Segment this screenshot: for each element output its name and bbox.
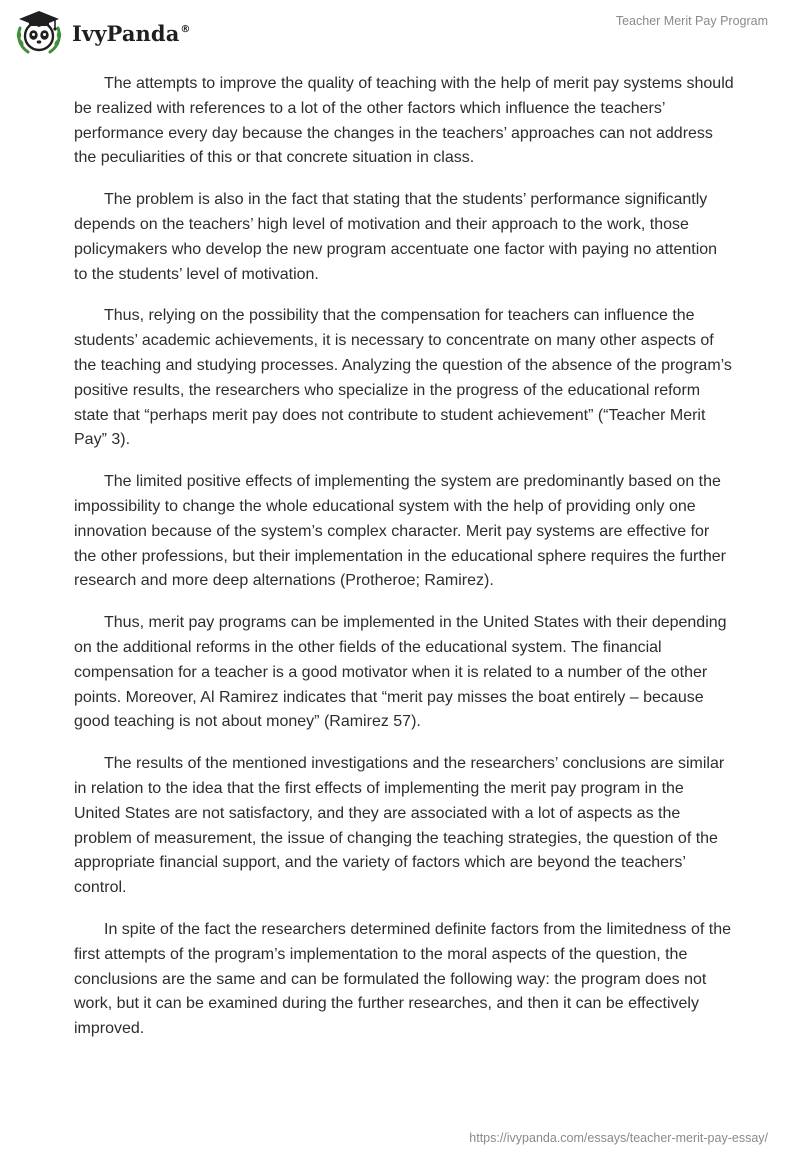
paragraph: In spite of the fact the researchers determined definite factors from the limitedness of the first attempts of the program’s implementation to the moral aspects of the question, the conclusions are the same and can be formulated the following way: the program does not work, but it can be examined during the further researches, and then it can be effectively improved. [74, 920, 731, 1038]
essay-body [74, 72, 734, 1059]
paragraph: The problem is also in the fact that stating that the students’ performance significantly depends on the teachers’ high level of motivation and their approach to the work, those policymakers who develop the new program accentuate one factor with paying no attention to the students’ level of motivation. [74, 191, 718, 283]
document-title: Teacher Merit Pay Program [615, 14, 768, 28]
brand-logo[interactable] [14, 8, 191, 56]
paragraph: The limited positive effects of implementing the system are predominantly based on the impossibility to change the whole educational system with the help of providing only one innovation because of the system’s complex character. Merit pay systems are effective for the other professions, but their implementation in the educational sphere requires the further research and more deep alternations (Protheroe; Ramirez). [74, 473, 726, 590]
paragraph: Thus, merit pay programs can be implemented in the United States with their depending on the additional reforms in the other fields of the educational system. The financial compensation for a teacher is a good motivator when it is related to a number of the other points. Moreover, Al Ramirez indicates that “merit pay misses the boat entirely – because good teaching is not about money” (Ramirez 57). [74, 614, 727, 731]
paragraph: Thus, relying on the possibility that the compensation for teachers can influence the students’ academic achievements, it is necessary to concentrate on many other aspects of the teaching and studying processes. Analyzing the question of the absence of the program’s positive results, the researchers who specialize in the progress of the educational reform state that “perhaps merit pay does not contribute to student achievement” (“Teacher Merit Pay” 3). [74, 307, 732, 449]
panda-graduate-logo-icon [14, 8, 64, 56]
page-header [0, 0, 800, 60]
registered-mark: ® [180, 23, 191, 35]
brand-name: IvyPanda® [72, 20, 191, 46]
source-url-link[interactable]: https://ivypanda.com/essays/teacher-merit-pay-essay/ [469, 1131, 768, 1145]
paragraph: The attempts to improve the quality of teaching with the help of merit pay systems should be realized with references to a lot of the other factors which influence the teachers’ performance every day because the changes in the teachers’ approaches can not address the peculiarities of this or that concrete situation in class. [74, 75, 734, 167]
paragraph: The results of the mentioned investigations and the researchers’ conclusions are similar in relation to the idea that the first effects of implementing the merit pay program in the United States are not satisfactory, and they are associated with a lot of aspects as the problem of measurement, the issue of changing the teaching strategies, the question of the appropriate financial support, and the variety of factors which are beyond the teachers’ control. [74, 755, 725, 897]
